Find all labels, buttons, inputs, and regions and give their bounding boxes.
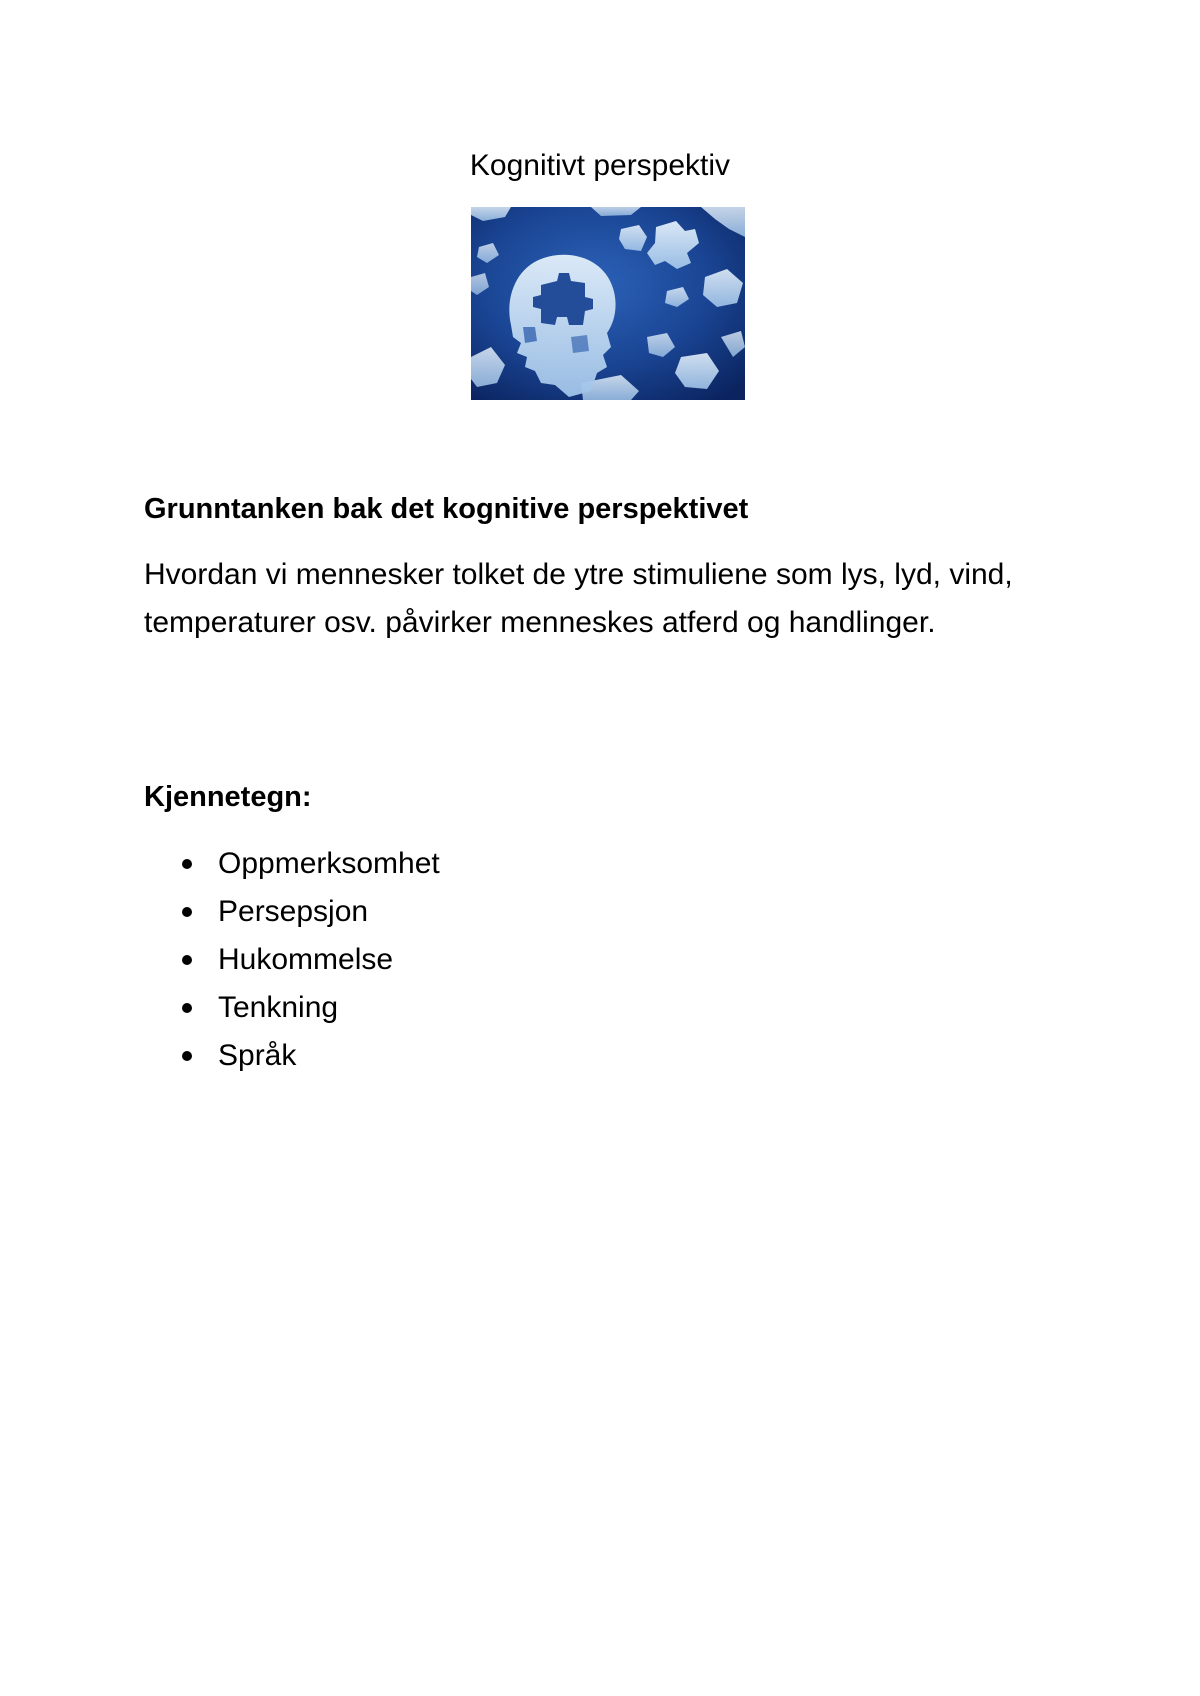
list-item — [144, 1032, 440, 1080]
document-title: Kognitivt perspektiv — [469, 149, 731, 182]
kjennetegn-list — [144, 840, 440, 1080]
list-item — [144, 936, 440, 984]
bullet-icon — [182, 907, 192, 917]
list-item — [144, 840, 440, 888]
bullet-icon — [182, 859, 192, 869]
list-item — [144, 984, 440, 1032]
section-heading-grunntanken: Grunntanken bak det kognitive perspektivet — [144, 493, 749, 525]
puzzle-head-image — [471, 207, 745, 400]
section-heading-kjennetegn: Kjennetegn: — [144, 781, 312, 813]
bullet-icon — [182, 1051, 192, 1061]
section-body-text: Hvordan vi mennesker tolket de ytre stimuliene som lys, lyd, vind, temperaturer osv. påvirker menneskes atferd og handlinger. — [144, 558, 1013, 639]
bullet-icon — [182, 1003, 192, 1013]
list-item-label: Hukommelse — [218, 943, 394, 976]
list-item-label: Oppmerksomhet — [218, 847, 440, 880]
bullet-icon — [182, 955, 192, 965]
puzzle-head-icon — [471, 207, 745, 400]
list-item-label: Persepsjon — [218, 895, 369, 928]
list-item-label: Tenkning — [218, 991, 339, 1024]
list-item-label: Språk — [218, 1039, 297, 1072]
list-item — [144, 888, 440, 936]
